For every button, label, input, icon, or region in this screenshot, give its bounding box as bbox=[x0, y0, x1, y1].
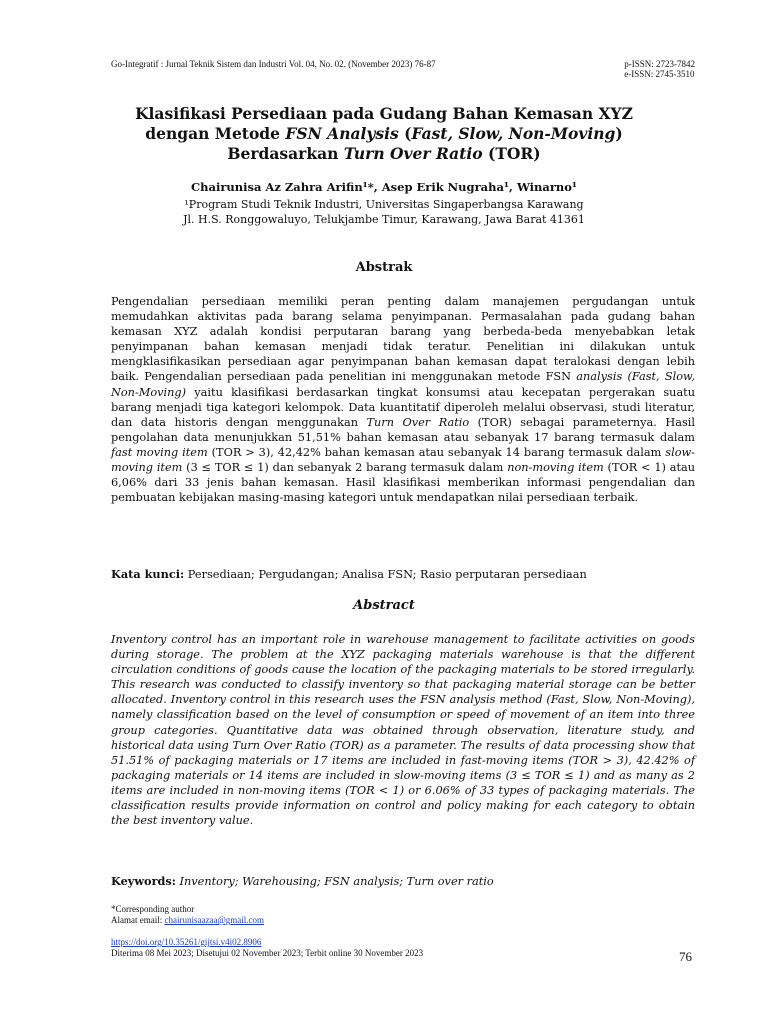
abstract-heading: Abstract bbox=[353, 598, 415, 613]
abstrak-body: Pengendalian persediaan memiliki peran penting dalam manajemen pergudangan untuk memudahkan aktivitas pada barang selama penyimpanan. Permasalahan pada gudang bahan kemasan XYZ adalah kondisi perputaran barang yang berbeda-beda menyebabkan letak penyimpanan bahan kemasan menjadi tidak teratur. Penelitian ini dilakukan untuk mengklasifikasikan persediaan agar penyimpanan bahan kemasan dapat teralokasi dengan lebih baik. Pengendalian persediaan pada penelitian ini menggunakan metode FSN analysis (Fast, Slow, Non-Moving) yaitu klasifikasi berdasarkan tingkat konsumsi atau kecepatan pergerakan suatu barang menjadi tiga kategori kelompok. Data kuantitatif diperoleh melalui observasi, studi literatur, dan data historis dengan menggunakan Turn Over Ratio (TOR) sebagai parameternya. Hasil pengolahan data menunjukkan 51,51% bahan kemasan atau sebanyak 17 barang termasuk dalam fast moving item (TOR > 3), 42,42% bahan kemasan atau sebanyak 14 barang termasuk dalam slow-moving item (3 ≤ TOR ≤ 1) dan sebanyak 2 barang termasuk dalam non-moving item (TOR < 1) atau 6,06% dari 33 jenis bahan kemasan. Hasil klasifikasi memberikan informasi pengendalian dan pembuatan kebijakan masing-masing kategori untuk mendapatkan nilai persediaan terbaik. bbox=[111, 295, 696, 505]
p-issn: p-ISSN: 2723-7842 bbox=[624, 59, 695, 69]
doi-link[interactable]: https://doi.org/10.35261/gijtsi.v4i02.8906 bbox=[111, 937, 262, 947]
author-block bbox=[100, 180, 668, 227]
abstrak-heading: Abstrak bbox=[355, 260, 413, 275]
title-line-1: Klasifikasi Persediaan pada Gudang Bahan Kemasan XYZ bbox=[135, 104, 633, 123]
footnote bbox=[111, 904, 264, 926]
running-header bbox=[111, 59, 695, 79]
e-issn: e-ISSN: 2745-3510 bbox=[624, 69, 695, 79]
doi-block bbox=[111, 937, 423, 959]
title-line-3: Berdasarkan Turn Over Ratio (TOR) bbox=[227, 144, 541, 163]
title-line-2: dengan Metode FSN Analysis (Fast, Slow, Non-Moving) bbox=[145, 124, 623, 143]
corresponding-author: *Corresponding author bbox=[111, 904, 195, 914]
page-number: 76 bbox=[679, 949, 692, 964]
journal-citation: Go-Integratif : Jurnal Teknik Sistem dan Industri Vol. 04, No. 02. (November 2023) 76-87 bbox=[111, 59, 436, 69]
kata-kunci: Kata kunci: Persediaan; Pergudangan; Analisa FSN; Rasio perputaran persediaan bbox=[111, 567, 587, 581]
affiliation: ¹Program Studi Teknik Industri, Universitas Singaperbangsa Karawang bbox=[184, 198, 584, 211]
paper-title bbox=[100, 104, 668, 164]
email-link[interactable]: chairunisaazaa@gmail.com bbox=[164, 915, 264, 925]
issn-block bbox=[624, 59, 695, 79]
keywords: Keywords: Inventory; Warehousing; FSN analysis; Turn over ratio bbox=[111, 874, 494, 888]
abstract-body: Inventory control has an important role in warehouse management to facilitate activities on goods during storage. The problem at the XYZ packaging materials warehouse is that the different circulation conditions of goods cause the location of the packaging materials to be stored irregularly. This research was conducted to classify inventory so that packaging material storage can be better allocated. Inventory control in this research uses the FSN analysis method (Fast, Slow, Non-Moving), namely classification based on the level of consumption or speed of movement of an item into three group categories. Quantitative data was obtained through observation, literature study, and historical data using Turn Over Ratio (TOR) as a parameter. The results of data processing show that 51.51% of packaging materials or 17 items are included in fast-moving items (TOR > 3), 42.42% of packaging materials or 14 items are included in slow-moving items (3 ≤ TOR ≤ 1) and as many as 2 items are included in non-moving items (TOR < 1) or 6.06% of 33 types of packaging materials. The classification results provide information on control and policy making for each category to obtain the best inventory value. bbox=[111, 633, 695, 828]
address: Jl. H.S. Ronggowaluyo, Telukjambe Timur, Karawang, Jawa Barat 41361 bbox=[183, 213, 585, 226]
email-line: Alamat email: chairunisaazaa@gmail.com bbox=[111, 915, 264, 925]
publication-dates: Diterima 08 Mei 2023; Disetujui 02 November 2023; Terbit online 30 November 2023 bbox=[111, 948, 424, 958]
author-names: Chairunisa Az Zahra Arifin¹*, Asep Erik Nugraha¹, Winarno¹ bbox=[191, 180, 577, 194]
